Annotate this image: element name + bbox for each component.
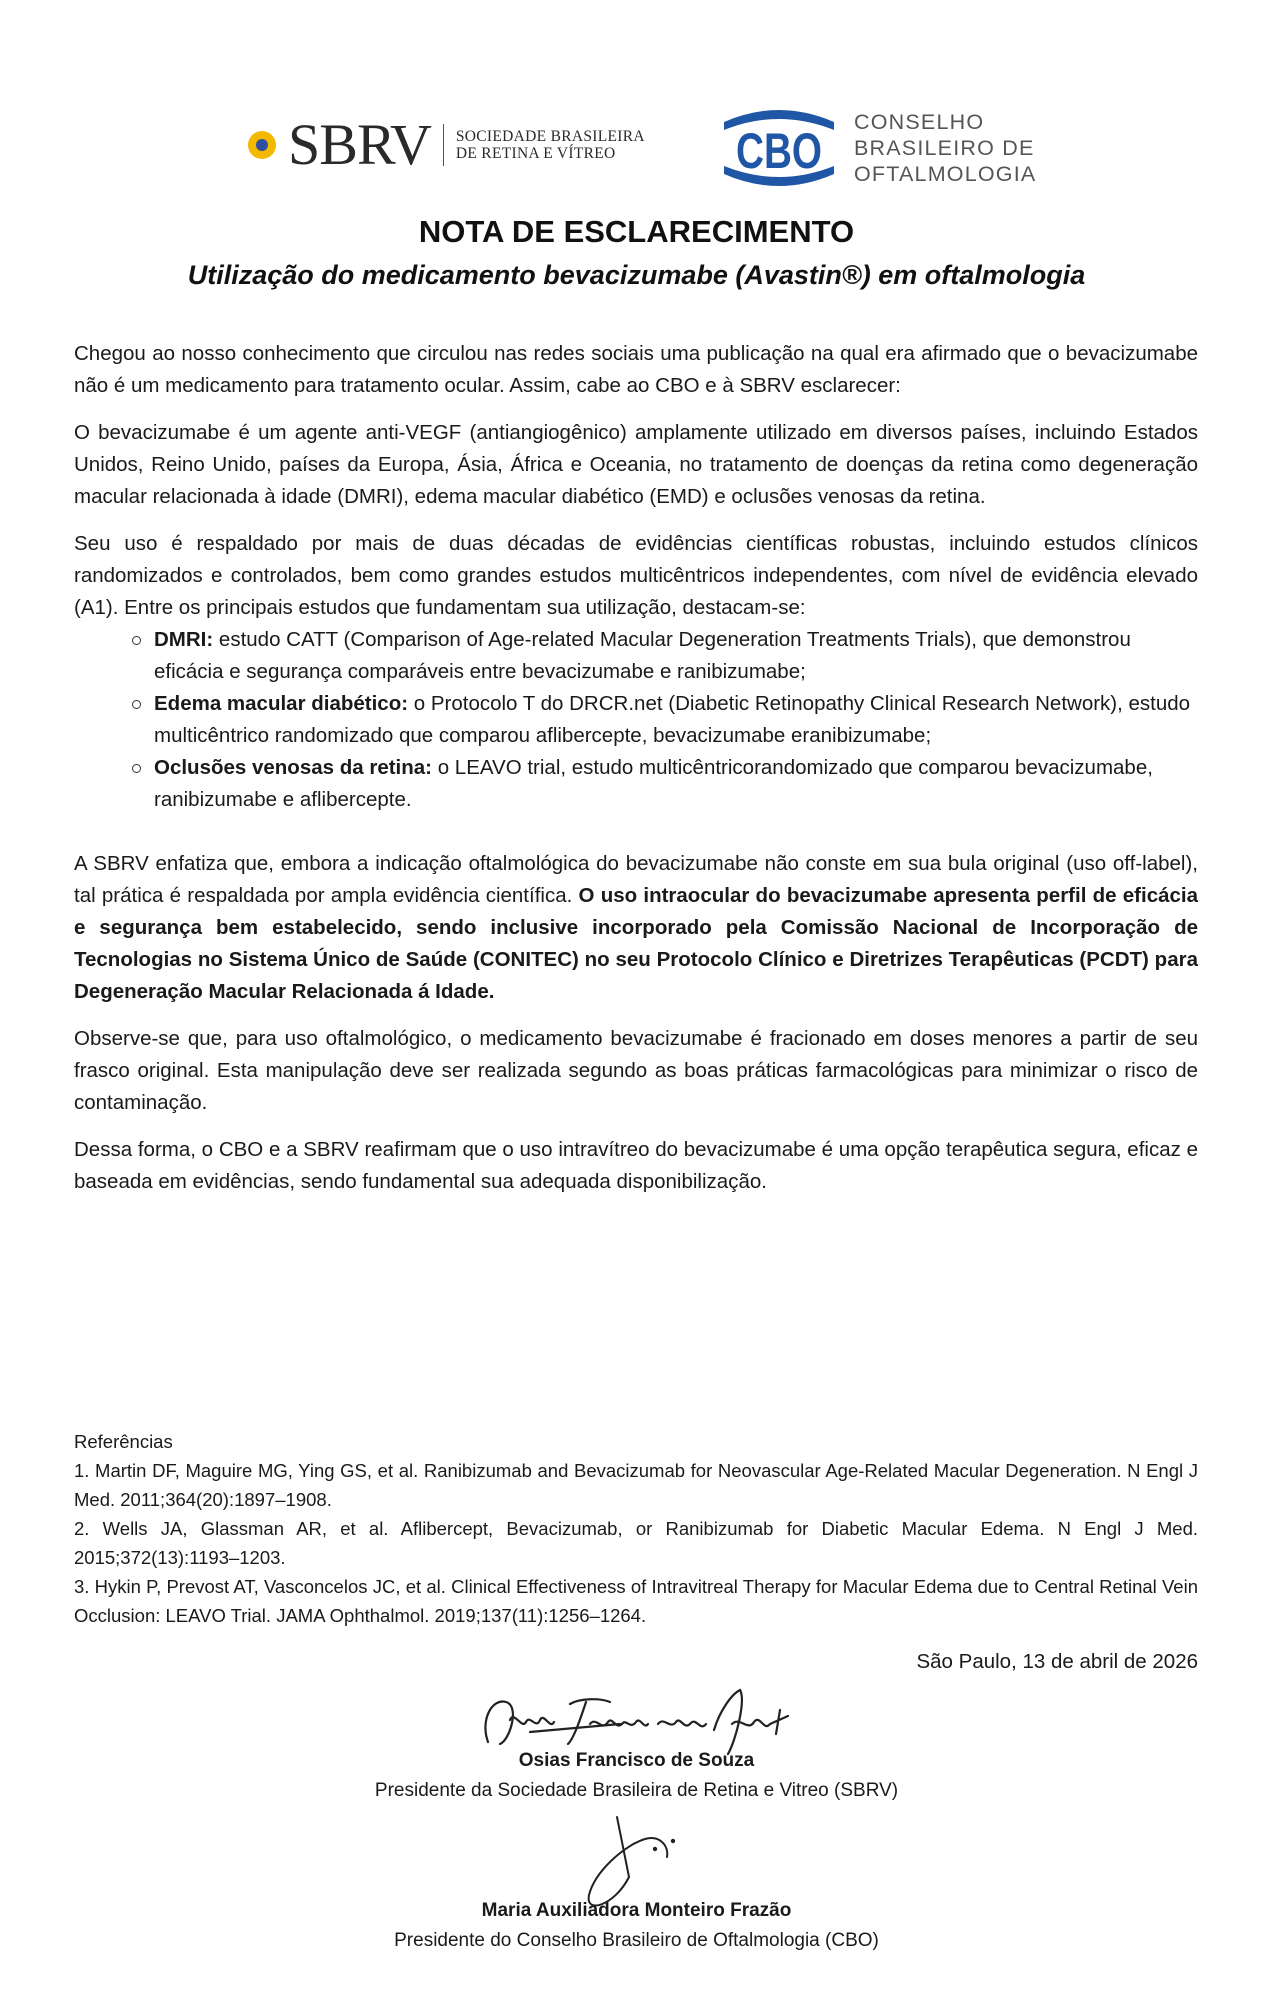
list-item [154, 624, 1198, 688]
signatory-role: Presidente do Conselho Brasileiro de Oftalmologia (CBO) [394, 1930, 879, 1951]
references [74, 1427, 1198, 1630]
list-item [154, 688, 1198, 752]
letterhead [0, 95, 1273, 205]
cbo-name-line1: CONSELHO [854, 109, 985, 134]
list-item-text: o LEAVO trial, estudo multicêntricorandomizado que comparou bevacizumabe, ranibizumabe e aflibercepte. [154, 756, 1153, 811]
cbo-logo [720, 95, 1036, 200]
signature-osias-icon [470, 1680, 810, 1760]
cbo-name-line2: BRASILEIRO DE [854, 135, 1035, 160]
signatory-name: Osias Francisco de Souza [518, 1750, 755, 1771]
circle-bullet-icon [132, 700, 141, 709]
paragraph-fractioning: Observe-se que, para uso oftalmológico, o medicamento bevacizumabe é fracionado em doses menores a partir de seu frasco original. Esta manipulação deve ser realizada segundo as boas práticas farmacológicas para minimizar o risco de contaminação. [74, 1027, 1198, 1114]
document-subtitle: Utilização do medicamento bevacizumabe (Avastin®) em oftalmologia [187, 260, 1086, 290]
list-item-label: Oclusões venosas da retina: [154, 756, 433, 779]
list-item-label: Edema macular diabético: [154, 692, 409, 715]
cbo-name [854, 109, 1036, 187]
paragraph-intro: Chegou ao nosso conhecimento que circulou nas redes sociais uma publicação na qual era afirmado que o bevacizumabe não é um medicamento para tratamento ocular. Assim, cabe ao CBO e à SBRV esclarecer: [74, 342, 1198, 397]
list-item-label: DMRI: [154, 628, 214, 651]
paragraph-about-drug: O bevacizumabe é um agente anti-VEGF (antiangiogênico) amplamente utilizado em diversos países, incluindo Estados Unidos, Reino Unido, países da Europa, Ásia, África e Oceania, no tratamento de doenças da retina como degeneração macular relacionada à idade (DMRI), edema macular diabético (EMD) e oclusões venosas da retina. [74, 421, 1198, 508]
document-body [74, 338, 1198, 1213]
cbo-emblem-icon [720, 102, 838, 194]
signatory-name: Maria Auxiliadora Monteiro Frazão [481, 1900, 792, 1921]
circle-bullet-icon [132, 636, 141, 645]
paragraph-off-label-text: A SBRV enfatiza que, embora a indicação oftalmológica do bevacizumabe não conste em sua bula original (uso off-label), tal prática é respaldada por ampla evidência científica. [74, 852, 1198, 907]
paragraph-evidence: Seu uso é respaldado por mais de duas décadas de evidências científicas robustas, incluindo estudos clínicos randomizados e controlados, bem como grandes estudos multicêntricos independentes, com nível de evidência elevado (A1). Entre os principais estudos que fundamentam sua utilização, destacam-se: [74, 532, 1198, 619]
references-heading: Referências [74, 1431, 173, 1452]
circle-bullet-icon [132, 764, 141, 773]
reference-item: 3. Hykin P, Prevost AT, Vasconcelos JC, et al. Clinical Effectiveness of Intravitreal Therapy for Macular Edema due to Central Retinal Vein Occlusion: LEAVO Trial. JAMA Ophthalmol. 2019;137(11):1256–1264. [74, 1576, 1198, 1626]
signatory-role: Presidente da Sociedade Brasileira de Retina e Vitreo (SBRV) [374, 1780, 899, 1801]
sbrv-subtitle [456, 128, 645, 162]
list-item-text: o Protocolo T do DRCR.net (Diabetic Retinopathy Clinical Research Network), estudo multicêntrico randomizado que comparou aflibercepte, bevacizumabe eranibizumabe; [154, 692, 1191, 747]
cbo-name-line3: OFTALMOLOGIA [854, 161, 1037, 186]
sbrv-wordmark: SBRV [288, 112, 431, 177]
cbo-mark-text: CBO [736, 122, 822, 179]
sbrv-subtitle-line2: DE RETINA E VÍTREO [455, 145, 616, 162]
reference-item: 1. Martin DF, Maguire MG, Ying GS, et al. Ranibizumab and Bevacizumab for Neovascular Age-Related Macular Degeneration. N Engl J Med. 2011;364(20):1897–1908. [74, 1460, 1198, 1510]
paragraph-conclusion: Dessa forma, o CBO e a SBRV reafirmam que o uso intravítreo do bevacizumabe é uma opção terapêutica segura, eficaz e baseada em evidências, sendo fundamental sua adequada disponibilização. [74, 1138, 1198, 1193]
sbrv-subtitle-line1: SOCIEDADE BRASILEIRA [455, 128, 645, 145]
paragraph-off-label-emphasis: O uso intraocular do bevacizumabe apresenta perfil de eficácia e segurança bem estabelecido, sendo inclusive incorporado pela Comissão Nacional de Incorporação de Tecnologias no Sistema Único de Saúde (CONITEC) no seu Protocolo Clínico e Diretrizes Terapêuticas (PCDT) para Degeneração Macular Relacionada á Idade. [74, 884, 1198, 1003]
reference-item: 2. Wells JA, Glassman AR, et al. Aflibercept, Bevacizumab, or Ranibizumab for Diabetic Macular Edema. N Engl J Med. 2015;372(13):1193–1203. [74, 1518, 1198, 1568]
sbrv-divider [443, 124, 444, 166]
document-title: NOTA DE ESCLARECIMENTO [418, 214, 855, 249]
list-item-text: estudo CATT (Comparison of Age-related Macular Degeneration Treatments Trials), que demonstrou eficácia e segurança comparáveis entre bevacizumabe e ranibizumabe; [154, 628, 1131, 683]
sbrv-logo [248, 112, 645, 177]
studies-list [74, 624, 1198, 816]
date-line: São Paulo, 13 de abril de 2026 [916, 1650, 1198, 1673]
paragraph-off-label [74, 848, 1198, 1008]
list-item [154, 752, 1198, 816]
sbrv-dot-icon [248, 131, 276, 159]
